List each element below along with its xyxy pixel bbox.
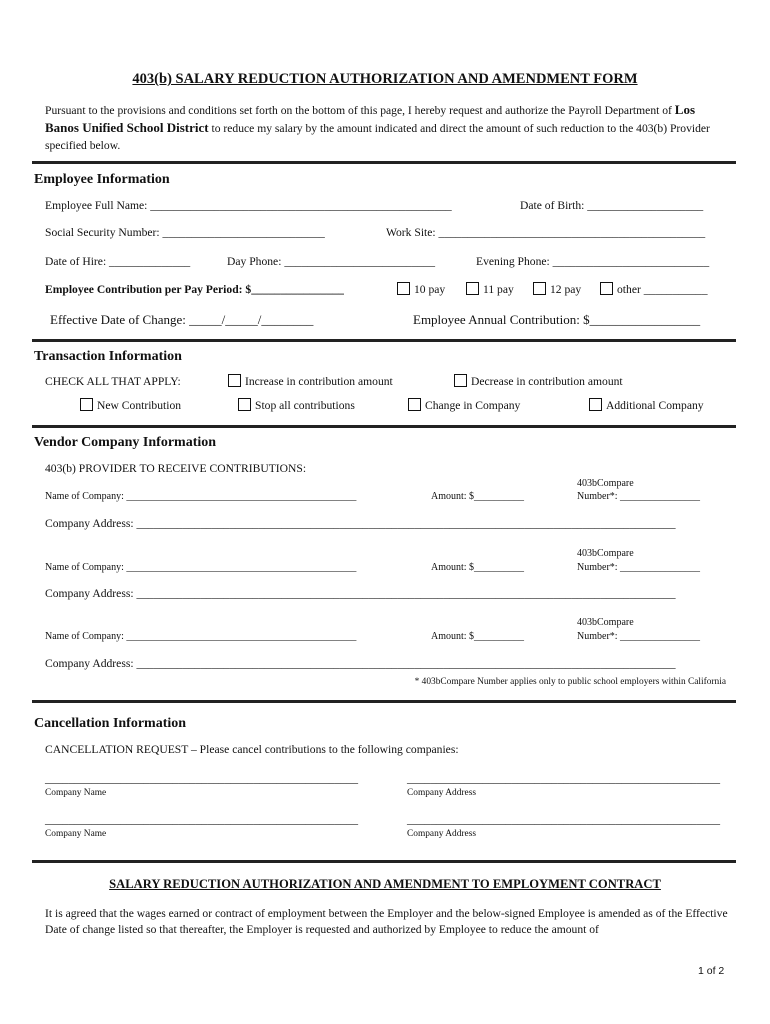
checkbox-icon[interactable] (466, 282, 479, 295)
checkbox-icon[interactable] (228, 374, 241, 387)
cancel-company-name-line[interactable]: ______________________________________________________ (45, 813, 359, 826)
change-company-label: Change in Company (425, 399, 521, 412)
cancellation-request-label: CANCELLATION REQUEST – Please cancel contributions to the following companies: (45, 743, 459, 756)
intro-text-1: Pursuant to the provisions and conditions set forth on the bottom of this page, I hereby request and authorize the Payroll Department of (45, 104, 672, 117)
compare-number-field[interactable]: Number*: ________________ (577, 631, 701, 642)
additional-company-label: Additional Company (606, 399, 704, 412)
vendor-heading: Vendor Company Information (34, 435, 217, 450)
pay-other-option[interactable] (600, 282, 708, 296)
pay-11-option[interactable] (466, 282, 514, 296)
new-contribution-label: New Contribution (97, 399, 182, 412)
checkbox-icon[interactable] (408, 398, 421, 411)
company-name-field[interactable]: Name of Company: ______________________________________________ (45, 491, 357, 502)
company-name-field[interactable]: Name of Company: ______________________________________________ (45, 562, 357, 573)
pay-12-label: 12 pay (550, 283, 582, 296)
amount-field[interactable]: Amount: $__________ (431, 631, 525, 642)
date-of-birth-field[interactable]: Date of Birth: ____________________ (520, 199, 704, 212)
divider (32, 339, 736, 342)
checkbox-icon[interactable] (600, 282, 613, 295)
change-company-option[interactable] (408, 398, 520, 412)
cancel-company-address-line[interactable]: ______________________________________________________ (407, 813, 721, 826)
cancel-company-name-line[interactable]: ______________________________________________________ (45, 772, 359, 785)
checkbox-icon[interactable] (397, 282, 410, 295)
provider-label: 403(b) PROVIDER TO RECEIVE CONTRIBUTIONS: (45, 462, 307, 475)
new-contribution-option[interactable] (80, 398, 181, 412)
cancellation-heading: Cancellation Information (34, 716, 187, 731)
company-address-caption: Company Address (407, 829, 477, 839)
company-name-caption: Company Name (45, 829, 107, 839)
increase-option[interactable] (228, 374, 393, 388)
ssn-field[interactable]: Social Security Number: ____________________________ (45, 226, 325, 239)
compare-footnote: * 403bCompare Number applies only to public school employers within California (414, 677, 726, 687)
stop-contributions-label: Stop all contributions (255, 399, 355, 412)
employee-heading: Employee Information (34, 172, 170, 187)
checkbox-icon[interactable] (238, 398, 251, 411)
checkbox-icon[interactable] (533, 282, 546, 295)
company-address-field[interactable]: Company Address: _____________________________________________________________________________________________ (45, 657, 676, 670)
stop-contributions-option[interactable] (238, 398, 355, 412)
intro-paragraph (45, 101, 730, 154)
checkbox-icon[interactable] (454, 374, 467, 387)
district-name: Los Banos Unified School District (45, 102, 696, 135)
pay-10-label: 10 pay (414, 283, 446, 296)
employee-full-name-field[interactable]: Employee Full Name: ____________________________________________________ (45, 199, 452, 212)
decrease-option[interactable] (454, 374, 623, 388)
pay-other-label: other ___________ (617, 283, 708, 296)
transaction-heading: Transaction Information (34, 349, 182, 364)
compare-label: 403bCompare (577, 478, 634, 489)
annual-contribution-field[interactable]: Employee Annual Contribution: $_________________ (413, 312, 701, 327)
divider (32, 860, 736, 863)
contract-text: It is agreed that the wages earned or contract of employment between the Employer and the below-signed Employee is amended as of the Effective Date of change listed so that thereafter, the Employer is requested and authorized by Employee to reduce the amount of (45, 907, 728, 936)
company-name-caption: Company Name (45, 788, 107, 798)
contract-heading: SALARY REDUCTION AUTHORIZATION AND AMENDMENT TO EMPLOYMENT CONTRACT (109, 877, 661, 891)
compare-number-field[interactable]: Number*: ________________ (577, 491, 701, 502)
additional-company-option[interactable] (589, 398, 704, 412)
work-site-field[interactable]: Work Site: ______________________________________________ (386, 226, 706, 239)
company-address-field[interactable]: Company Address: _____________________________________________________________________________________________ (45, 517, 676, 530)
cancel-company-address-line[interactable]: ______________________________________________________ (407, 772, 721, 785)
check-all-label: CHECK ALL THAT APPLY: (45, 375, 181, 388)
company-address-caption: Company Address (407, 788, 477, 798)
checkbox-icon[interactable] (80, 398, 93, 411)
evening-phone-field[interactable]: Evening Phone: ___________________________ (476, 255, 710, 268)
pay-11-label: 11 pay (483, 283, 514, 296)
company-address-field[interactable]: Company Address: _____________________________________________________________________________________________ (45, 587, 676, 600)
date-of-hire-field[interactable]: Date of Hire: ______________ (45, 255, 191, 268)
page-number: 1 of 2 (698, 965, 725, 977)
pay-12-option[interactable] (533, 282, 581, 296)
company-name-field[interactable]: Name of Company: ______________________________________________ (45, 631, 357, 642)
decrease-label: Decrease in contribution amount (471, 375, 623, 388)
effective-date-field[interactable]: Effective Date of Change: _____/_____/________ (50, 312, 314, 327)
divider (32, 700, 736, 703)
divider (32, 161, 736, 164)
increase-label: Increase in contribution amount (245, 375, 393, 388)
intro-text-2: to reduce my salary by the amount indicated and direct the amount of such reduction to the 403(b) Provider specified below. (45, 122, 710, 152)
day-phone-field[interactable]: Day Phone: __________________________ (227, 255, 436, 268)
compare-label: 403bCompare (577, 617, 634, 628)
pay-10-option[interactable] (397, 282, 445, 296)
divider (32, 425, 736, 428)
form-title: 403(b) SALARY REDUCTION AUTHORIZATION AND AMENDMENT FORM (132, 71, 638, 87)
amount-field[interactable]: Amount: $__________ (431, 562, 525, 573)
compare-number-field[interactable]: Number*: ________________ (577, 562, 701, 573)
checkbox-icon[interactable] (589, 398, 602, 411)
contribution-per-pay-field[interactable]: Employee Contribution per Pay Period: $________________ (45, 283, 344, 296)
amount-field[interactable]: Amount: $__________ (431, 491, 525, 502)
compare-label: 403bCompare (577, 548, 634, 559)
